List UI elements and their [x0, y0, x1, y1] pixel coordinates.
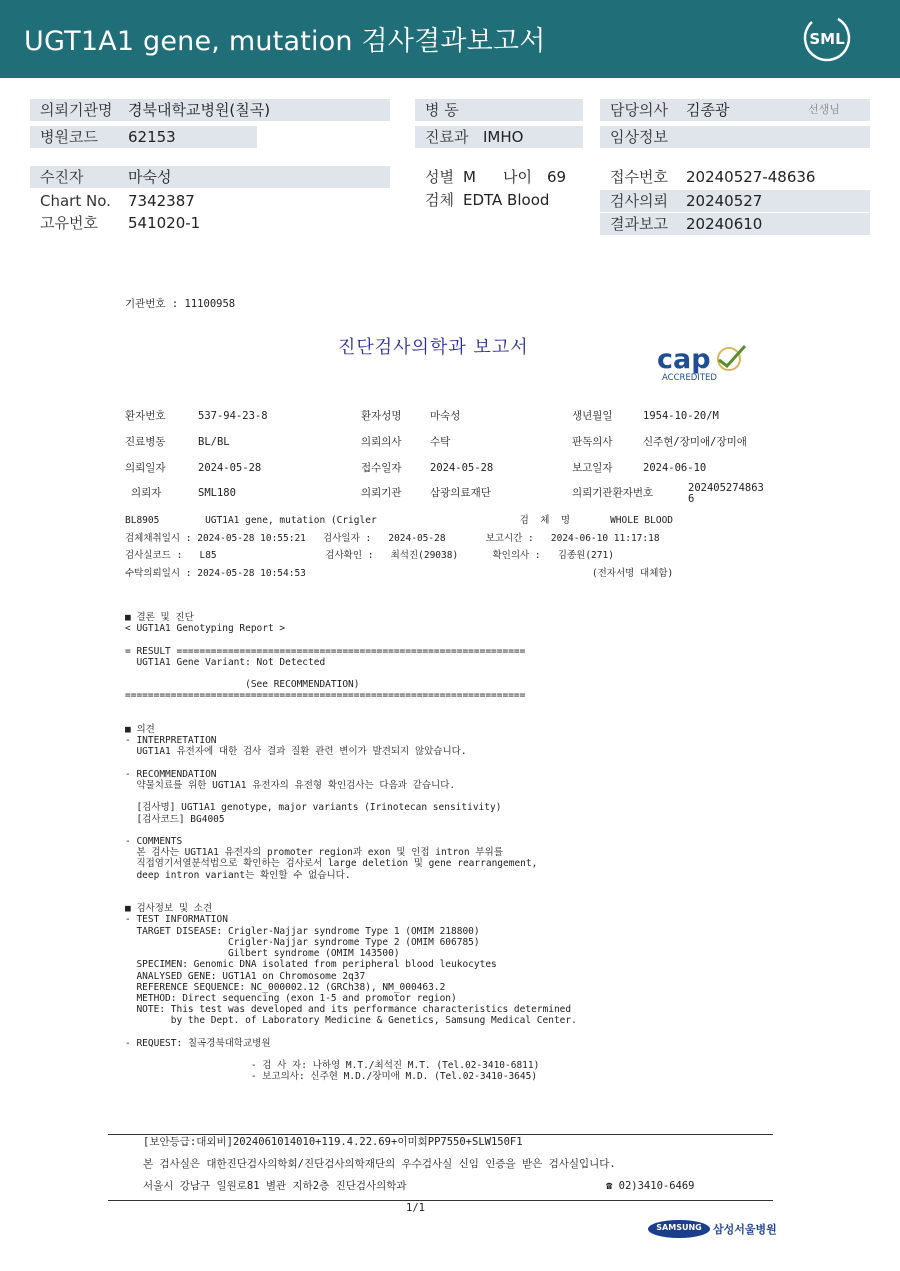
chart-no-field: Chart No. 7342387 — [40, 192, 195, 210]
certification-line: 본 검사실은 대한진단검사의학회/진단검사의학재단의 우수검사실 신임 인증을 받은 검사실입니다. — [143, 1158, 616, 1170]
page-number: 1/1 — [406, 1202, 425, 1214]
sex-age-field: 성별 M 나이 69 — [425, 168, 567, 186]
grid-value: SML180 — [198, 487, 236, 499]
page-title: UGT1A1 gene, mutation 검사결과보고서 — [24, 26, 546, 57]
grid-value: 2024-06-10 — [643, 462, 707, 474]
cap-accredited-logo — [655, 338, 750, 384]
grid-value: 202405274863 6 — [688, 482, 764, 505]
svg-text:SML: SML — [809, 30, 845, 48]
grid-value: 마숙성 — [430, 410, 461, 422]
grid-value: 2024-05-28 — [430, 462, 494, 474]
svg-text:cap: cap — [657, 344, 711, 375]
test-info-line: 검체채취일시 : 2024-05-28 10:55:21 검사일자 : 2024-05-28 보고시간 : 2024-06-10 11:17:18 — [125, 533, 660, 544]
unique-id-field: 고유번호 541020-1 — [40, 214, 201, 232]
hospital-field: 의뢰기관명 경북대학교병원(칠곡) — [30, 99, 390, 121]
hospital-code-field: 병원코드 62153 — [30, 126, 257, 148]
test-info-line: 수탁의뢰일시 : 2024-05-28 10:54:53 (전자서명 대체함) — [125, 568, 674, 579]
sml-logo — [802, 13, 852, 63]
grid-label: 접수일자 — [361, 462, 402, 474]
grid-label: 환자번호 — [125, 410, 166, 422]
report-header — [0, 0, 900, 78]
grid-value: 신주현/장미애/장미애 — [643, 436, 747, 448]
grid-value: 2024-05-28 — [198, 462, 262, 474]
org-number: 기관번호 : 11100958 — [125, 298, 236, 310]
report-body: ■ 결론 및 진단 < UGT1A1 Genotyping Report > = RESULT ============================================================= UGT1A1 Gene Variant: Not Detected (See RECOMMENDATION) ====================================================================== ■ 의견 - INTERPRETATION UGT1A1 유전자에 대한 검사 결과 질환 관련 변이가 발견되지 않았습니다. - RECOMMENDATION 약물치료를 위한 UGT1A1 유전자의 유전형 확인검사는 다음과 같습니다. [검사명] UGT1A1 genotype, major variants (Irinotecan sensitivity) [검사코드] BG4005 - COMMENTS 본 검사는 UGT1A1 유전자의 promoter region과 exon 및 인접 intron 부위를 직접염기서열분석법으로 확인하는 검사로서 large deletion 및 gene rearrangement, deep intron variant는 확인할 수 없습니다. ■ 검사정보 및 소견 - TEST INFORMATION TARGET DISEASE: Crigler-Najjar syndrome Type 1 (OMIM 218800) Crigler-Najjar syndrome Type 2 (OMIM 606785) Gilbert syndrome (OMIM 143500) SPECIMEN: Genomic DNA isolated from peripheral blood leukocytes ANALYSED GENE: UGT1A1 on Chromosome 2q37 REFERENCE SEQUENCE: NC_000002.12 (GRCh38), NM_000463.2 METHOD: Direct sequencing (exon 1-5 and promotor region) NOTE: This test was developed and its performance characteristics determined by the Dept. of Laboratory Medicine & Genetics, Samsung Medical Center. - REQUEST: 칠곡경북대학교병원 - 검 사 자: 나하영 M.T./최석진 M.T. (Tel.02-3410-6811) - 보고의사: 신주현 M.D./장미애 M.D. (Tel.02-3410-3645) — [125, 612, 577, 1083]
grid-label: 의뢰기관 — [361, 487, 402, 499]
phone-line: ☎ 02)3410-6469 — [606, 1180, 695, 1192]
grid-value: 1954-10-20/M — [643, 410, 719, 422]
department-field: 진료과 IMHO — [415, 126, 583, 148]
grid-value: BL/BL — [198, 436, 230, 448]
grid-label: 의뢰자 — [131, 487, 162, 499]
test-info-line: BL8905 UGT1A1 gene, mutation (Crigler 검 체 명 WHOLE BLOOD — [125, 515, 674, 526]
doctor-field: 담당의사 김종광 선생님 — [600, 99, 870, 121]
ward-field: 병 동 — [415, 99, 583, 121]
samsung-logo: SAMSUNG — [648, 1220, 710, 1238]
test-info-line: 검사실코드 : L85 검사확인 : 최석진(29038) 확인의사 : 김종원(271) — [125, 550, 614, 561]
grid-label: 환자성명 — [361, 410, 402, 422]
security-line: [보안등급:대외비]2024061014010+119.4.22.69+이미회PP7550+SLW150F1 — [143, 1136, 523, 1148]
specimen-field: 검체 EDTA Blood — [425, 191, 550, 209]
svg-text:ACCREDITED: ACCREDITED — [662, 373, 717, 383]
grid-label: 진료병동 — [125, 436, 166, 448]
result-date-field: 결과보고 20240610 — [600, 213, 870, 235]
grid-value: 수탁 — [430, 436, 451, 448]
hospital-name-logo: 삼성서울병원 — [713, 1223, 777, 1236]
address-line: 서울시 강남구 일원로81 별관 지하2층 진단검사의학과 — [143, 1180, 407, 1192]
grid-label: 판독의사 — [572, 436, 613, 448]
footer-top-rule — [108, 1134, 773, 1135]
grid-label: 생년월일 — [572, 410, 613, 422]
grid-label: 의뢰일자 — [125, 462, 166, 474]
grid-value: 537-94-23-8 — [198, 410, 268, 422]
grid-label: 보고일자 — [572, 462, 613, 474]
grid-label: 의뢰의사 — [361, 436, 402, 448]
grid-value: 삼광의료재단 — [430, 487, 491, 499]
clinical-info-field: 임상정보 — [600, 126, 870, 148]
grid-label: 의뢰기관환자번호 — [572, 487, 654, 499]
footer-bottom-rule — [108, 1200, 773, 1201]
patient-name-field: 수진자 마숙성 — [30, 166, 390, 188]
report-title: 진단검사의학과 보고서 — [338, 337, 529, 358]
receipt-no-field: 접수번호 20240527-48636 — [610, 168, 816, 186]
request-date-field: 검사의뢰 20240527 — [600, 190, 870, 212]
